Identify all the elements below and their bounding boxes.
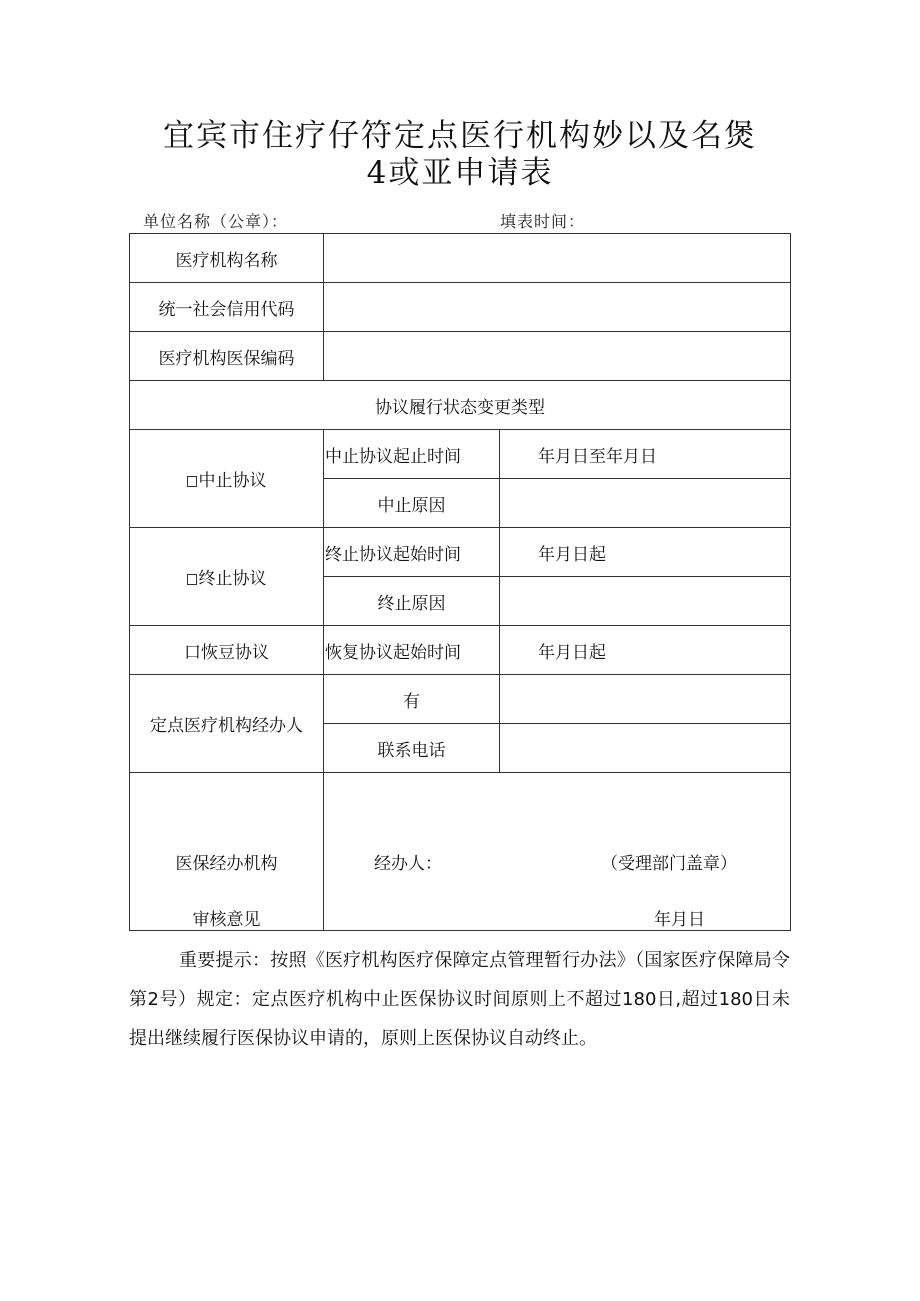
- agent-phone-label: 联系电话: [324, 724, 500, 773]
- terminate-option-label: 终止协议: [198, 569, 267, 589]
- institution-name-label: 医疗机构名称: [130, 234, 324, 283]
- insurance-code-row: [130, 332, 791, 381]
- agent-phone-field[interactable]: [500, 724, 791, 773]
- terminate-start-label: 终止协议起始时间: [324, 528, 500, 577]
- form-title-line-1: 宜宾市住疗仔符定点医行机构妙以及名煲: [163, 118, 757, 154]
- terminate-checkbox[interactable]: [187, 574, 197, 585]
- fill-date-label: 填表时间：: [500, 212, 586, 231]
- insurance-code-field[interactable]: [324, 332, 791, 381]
- suspend-checkbox[interactable]: [187, 476, 197, 487]
- suspend-option[interactable]: [130, 430, 324, 528]
- insurance-code-label: 医疗机构医保编码: [130, 332, 324, 381]
- restore-option[interactable]: 口恢豆协议: [130, 626, 324, 675]
- unit-name-label: 单位名称（公章）：: [143, 212, 289, 231]
- important-notice: 重要提示：按照《医疗机构医疗保障定点管理暂行办法》（国家医疗保障局令第2号）规定：定点医疗机构中止医保协议时间原则上不超过180日,超过180日未提出继续履行医保协议申请的，原则上医保协议自动终止。: [129, 950, 790, 1049]
- suspend-reason-label: 中止原因: [324, 479, 500, 528]
- application-form-table: [129, 233, 791, 931]
- change-type-header-row: [130, 381, 791, 430]
- agent-name-field[interactable]: [500, 675, 791, 724]
- suspend-reason-field[interactable]: [500, 479, 791, 528]
- terminate-start-row: [130, 528, 791, 577]
- suspend-period-row: [130, 430, 791, 479]
- credit-code-row: [130, 283, 791, 332]
- review-date-label: 年月日: [654, 910, 705, 930]
- review-agent-label: 经办人：: [374, 854, 442, 874]
- review-label-line-1: 医保经办机构: [175, 854, 278, 874]
- form-title-line-2: 4或亚申请表: [366, 155, 554, 191]
- agent-label: 定点医疗机构经办人: [130, 675, 324, 773]
- agent-name-row: [130, 675, 791, 724]
- terminate-reason-field[interactable]: [500, 577, 791, 626]
- credit-code-field[interactable]: [324, 283, 791, 332]
- suspend-option-label: 中止协议: [198, 471, 267, 491]
- restore-row: [130, 626, 791, 675]
- review-row: [130, 773, 791, 931]
- institution-name-row: [130, 234, 791, 283]
- review-label-line-2: 审核意见: [192, 910, 261, 930]
- terminate-reason-label: 终止原因: [324, 577, 500, 626]
- review-stamp-label: （受理部门盖章）: [601, 854, 737, 874]
- change-type-header: 协议履行状态变更类型: [130, 381, 791, 430]
- suspend-period-label: 中止协议起止时间: [324, 430, 500, 479]
- institution-name-field[interactable]: [324, 234, 791, 283]
- credit-code-label: 统一社会信用代码: [130, 283, 324, 332]
- review-content-cell[interactable]: [324, 773, 791, 931]
- agent-name-label: 有: [324, 675, 500, 724]
- suspend-period-value[interactable]: 年月日至年月日: [500, 430, 791, 479]
- review-label-cell: [130, 773, 324, 931]
- terminate-start-value[interactable]: 年月日起: [500, 528, 791, 577]
- restore-start-value[interactable]: 年月日起: [500, 626, 791, 675]
- terminate-option[interactable]: [130, 528, 324, 626]
- restore-start-label: 恢复协议起始时间: [324, 626, 500, 675]
